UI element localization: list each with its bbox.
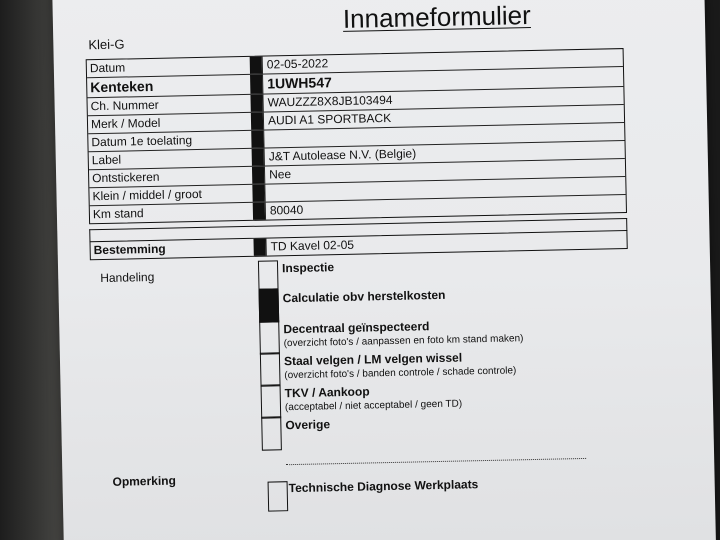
field-value: 1UWH547 (262, 67, 623, 94)
option-note: (overzicht foto's / aanpassen en foto km stand maken) (283, 333, 524, 350)
field-label: Km stand (92, 206, 144, 222)
option-label: TKV / Aankoop (284, 384, 370, 401)
destination-label: Bestemming (93, 241, 166, 258)
field-label: Kenteken (90, 77, 154, 96)
checkbox-calculatie[interactable] (259, 288, 280, 322)
checkbox-tkv[interactable] (261, 384, 282, 418)
werkplaats-label: Technische Diagnose Werkplaats (288, 477, 479, 496)
field-value: AUDI A1 SPORTBACK (263, 105, 624, 130)
field-value: 02-05-2022 (262, 49, 623, 74)
option-note: (acceptabel / niet acceptabel / geen TD) (284, 398, 463, 414)
field-value: Nee (264, 159, 625, 184)
divider-bar (252, 149, 264, 166)
divider-bar (252, 167, 264, 184)
field-label: Datum (89, 60, 126, 76)
client-name: Klei-G (88, 36, 125, 53)
destination-value: TD Kavel 02-05 (265, 231, 626, 256)
divider-bar (250, 57, 262, 74)
field-value: WAUZZZ8X8JB103494 (262, 87, 623, 112)
vehicle-details-table (86, 48, 627, 224)
checkbox-inspectie[interactable] (258, 260, 279, 290)
checkbox-decentraal[interactable] (259, 320, 280, 354)
checkbox-werkplaats[interactable] (268, 481, 289, 511)
divider-bar (250, 75, 262, 94)
field-label: Merk / Model (90, 115, 161, 132)
divider-bar (251, 131, 263, 148)
field-value: J&T Autolease N.V. (Belgie) (264, 141, 625, 166)
field-label: Ontstickeren (92, 169, 160, 186)
field-label: Label (91, 152, 122, 168)
divider-bar (252, 185, 264, 202)
checkbox-overige[interactable] (261, 416, 282, 450)
field-label: Ch. Nummer (90, 97, 159, 114)
checkbox-velgen[interactable] (260, 352, 281, 386)
remark-line[interactable] (286, 458, 586, 465)
option-label: Staal velgen / LM velgen wissel (283, 350, 463, 369)
opmerking-label: Opmerking (112, 473, 177, 489)
option-label: Overige (285, 417, 331, 433)
field-label: Klein / middel / groot (92, 186, 203, 204)
intake-form-sheet (52, 0, 716, 540)
divider-bar (251, 113, 263, 130)
handeling-label: Handeling (100, 269, 155, 286)
divider-bar (253, 203, 265, 220)
option-label: Inspectie (281, 260, 335, 276)
divider-bar (250, 95, 262, 112)
form-title: Innameformulier (342, 0, 532, 34)
field-value: 80040 (265, 195, 626, 220)
divider-bar (253, 239, 265, 256)
option-label: Calculatie obv herstelkosten (282, 287, 446, 306)
field-label: Datum 1e toelating (91, 133, 193, 150)
option-label: Decentraal geïnspecteerd (283, 319, 430, 337)
option-note: (overzicht foto's / banden controle / schade controle) (284, 365, 517, 382)
